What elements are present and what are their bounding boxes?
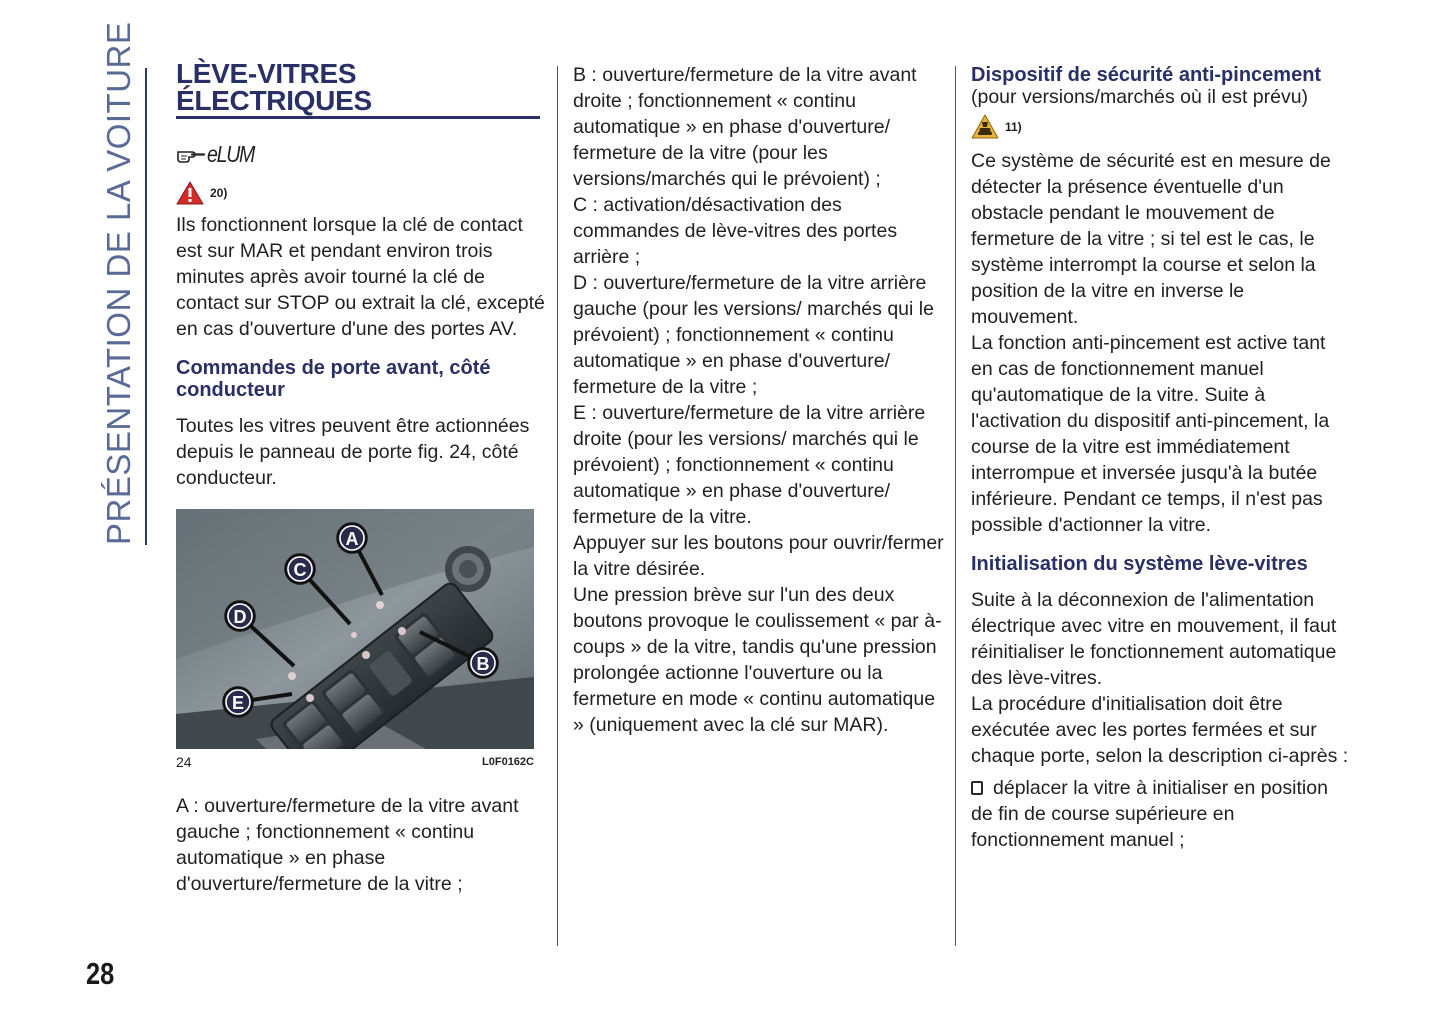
paragraph-short-press: Une pression brève sur l'un des deux boutons provoque le coulissement « par à-coups » de la vitre, tandis qu'une pression prolongée actionne l'ouverture ou la fermeture en mode « continu automatique » (uniquement avec la clé sur MAR).	[573, 584, 942, 736]
column-divider	[557, 66, 558, 946]
elum-row	[176, 134, 546, 174]
column-3	[971, 60, 1351, 853]
anti-pinch-function: La fonction anti-pincement est active tant en cas de fonctionnement manuel qu'automatique de la vitre. Suite à l'activation du dispositif anti-pincement, la course de la vitre est immédiatement interrompue et inversée jusqu'à la butée inférieure. Pendant ce temps, il n'est pas possible d'actionner la vitre.	[971, 332, 1330, 536]
column-divider	[955, 66, 956, 946]
label-b: B	[476, 654, 490, 674]
figure-code: L0F0162C	[482, 756, 534, 768]
label-c: C	[293, 560, 307, 580]
figure-24	[176, 509, 546, 771]
figure-number: 24	[176, 754, 192, 770]
item-a: A : ouverture/fermeture de la vitre avant gauche ; fonctionnement « continu automatique » en phase d'ouverture/fermeture de la vitre ;	[176, 795, 519, 895]
pointing-hand-icon	[176, 143, 206, 165]
item-b: B : ouverture/fermeture de la vitre avant droite ; fonctionnement « continu automatique » en phase d'ouverture/ fermeture de la vitre (pour les versions/marchés qui le prévoient) ;	[573, 64, 917, 190]
anti-pinch-note: (pour versions/marchés où il est prévu)	[971, 86, 1309, 108]
warning-row	[176, 178, 546, 208]
item-e: E : ouverture/fermeture de la vitre arrière droite (pour les versions/ marchés qui le prévoient) ; fonctionnement « continu automatique » en phase d'ouverture/ fermeture de la vitre.	[573, 402, 926, 528]
bullet-text: déplacer la vitre à initialiser en position de fin de course supérieure en fonctionnement manuel ;	[971, 777, 1328, 851]
intro-paragraph: Ils fonctionnent lorsque la clé de contact est sur MAR et pendant environ trois minutes après avoir tourné la clé de contact sur STOP ou extrait la clé, excepté en cas d'ouverture d'une des portes AV.	[176, 214, 545, 340]
subheading-initialisation: Initialisation du système lève-vitres	[971, 553, 1308, 575]
label-a: A	[345, 529, 359, 549]
side-rule	[145, 68, 147, 545]
column-1	[176, 60, 546, 897]
label-d: D	[233, 607, 247, 627]
procedure-paragraph: La procédure d'initialisation doit être exécutée avec les portes fermées et sur chaque porte, selon la description ci-après :	[971, 693, 1349, 767]
section-side-title: PRÉSENTATION DE LA VOITURE	[100, 21, 137, 545]
item-c: C : activation/désactivation des commandes de lève-vitres des portes arrière ;	[573, 194, 898, 268]
warning-reference: 20)	[210, 186, 228, 200]
paragraph-press-buttons: Appuyer sur les boutons pour ouvrir/fermer la vitre désirée.	[573, 532, 944, 580]
caution-reference: 11)	[1005, 120, 1022, 134]
item-d: D : ouverture/fermeture de la vitre arrière gauche (pour les versions/ marchés qui le prévoient) ; fonctionnement « continu automatique » en phase d'ouverture/ fermeture de la vitre ;	[573, 272, 934, 398]
page-number: 28	[86, 956, 115, 991]
title-line-2: ÉLECTRIQUES	[176, 85, 372, 116]
anti-pinch-description: Ce système de sécurité est en mesure de détecter la présence éventuelle d'un obstacle pendant le mouvement de fermeture de la vitre ; si tel est le cas, le système interrompt la course et selon la position de la vitre en inverse le mouvement.	[971, 150, 1331, 328]
caution-row	[971, 112, 1351, 142]
elum-label: eLUM	[207, 141, 255, 167]
initialisation-paragraph: Suite à la déconnexion de l'alimentation électrique avec vitre en mouvement, il faut réinitialiser le fonctionnement automatique des lève-vitres.	[971, 589, 1337, 689]
bullet-item	[971, 775, 1351, 853]
column-2	[573, 62, 945, 738]
window-switch-panel-photo	[176, 509, 534, 749]
warning-triangle-icon	[176, 181, 204, 205]
subheading-driver-door: Commandes de porte avant, côté conducteur	[176, 357, 491, 401]
subheading-anti-pinch: Dispositif de sécurité anti-pincement	[971, 64, 1322, 86]
title-line-1: LÈVE-VITRES	[176, 58, 357, 89]
caution-car-icon	[971, 114, 999, 140]
checkbox-bullet-icon	[971, 781, 983, 795]
label-e: E	[231, 693, 245, 713]
page-title	[176, 60, 540, 119]
body-paragraph: Toutes les vitres peuvent être actionnées depuis le panneau de porte fig. 24, côté conducteur.	[176, 415, 530, 489]
figure-caption	[176, 753, 534, 771]
